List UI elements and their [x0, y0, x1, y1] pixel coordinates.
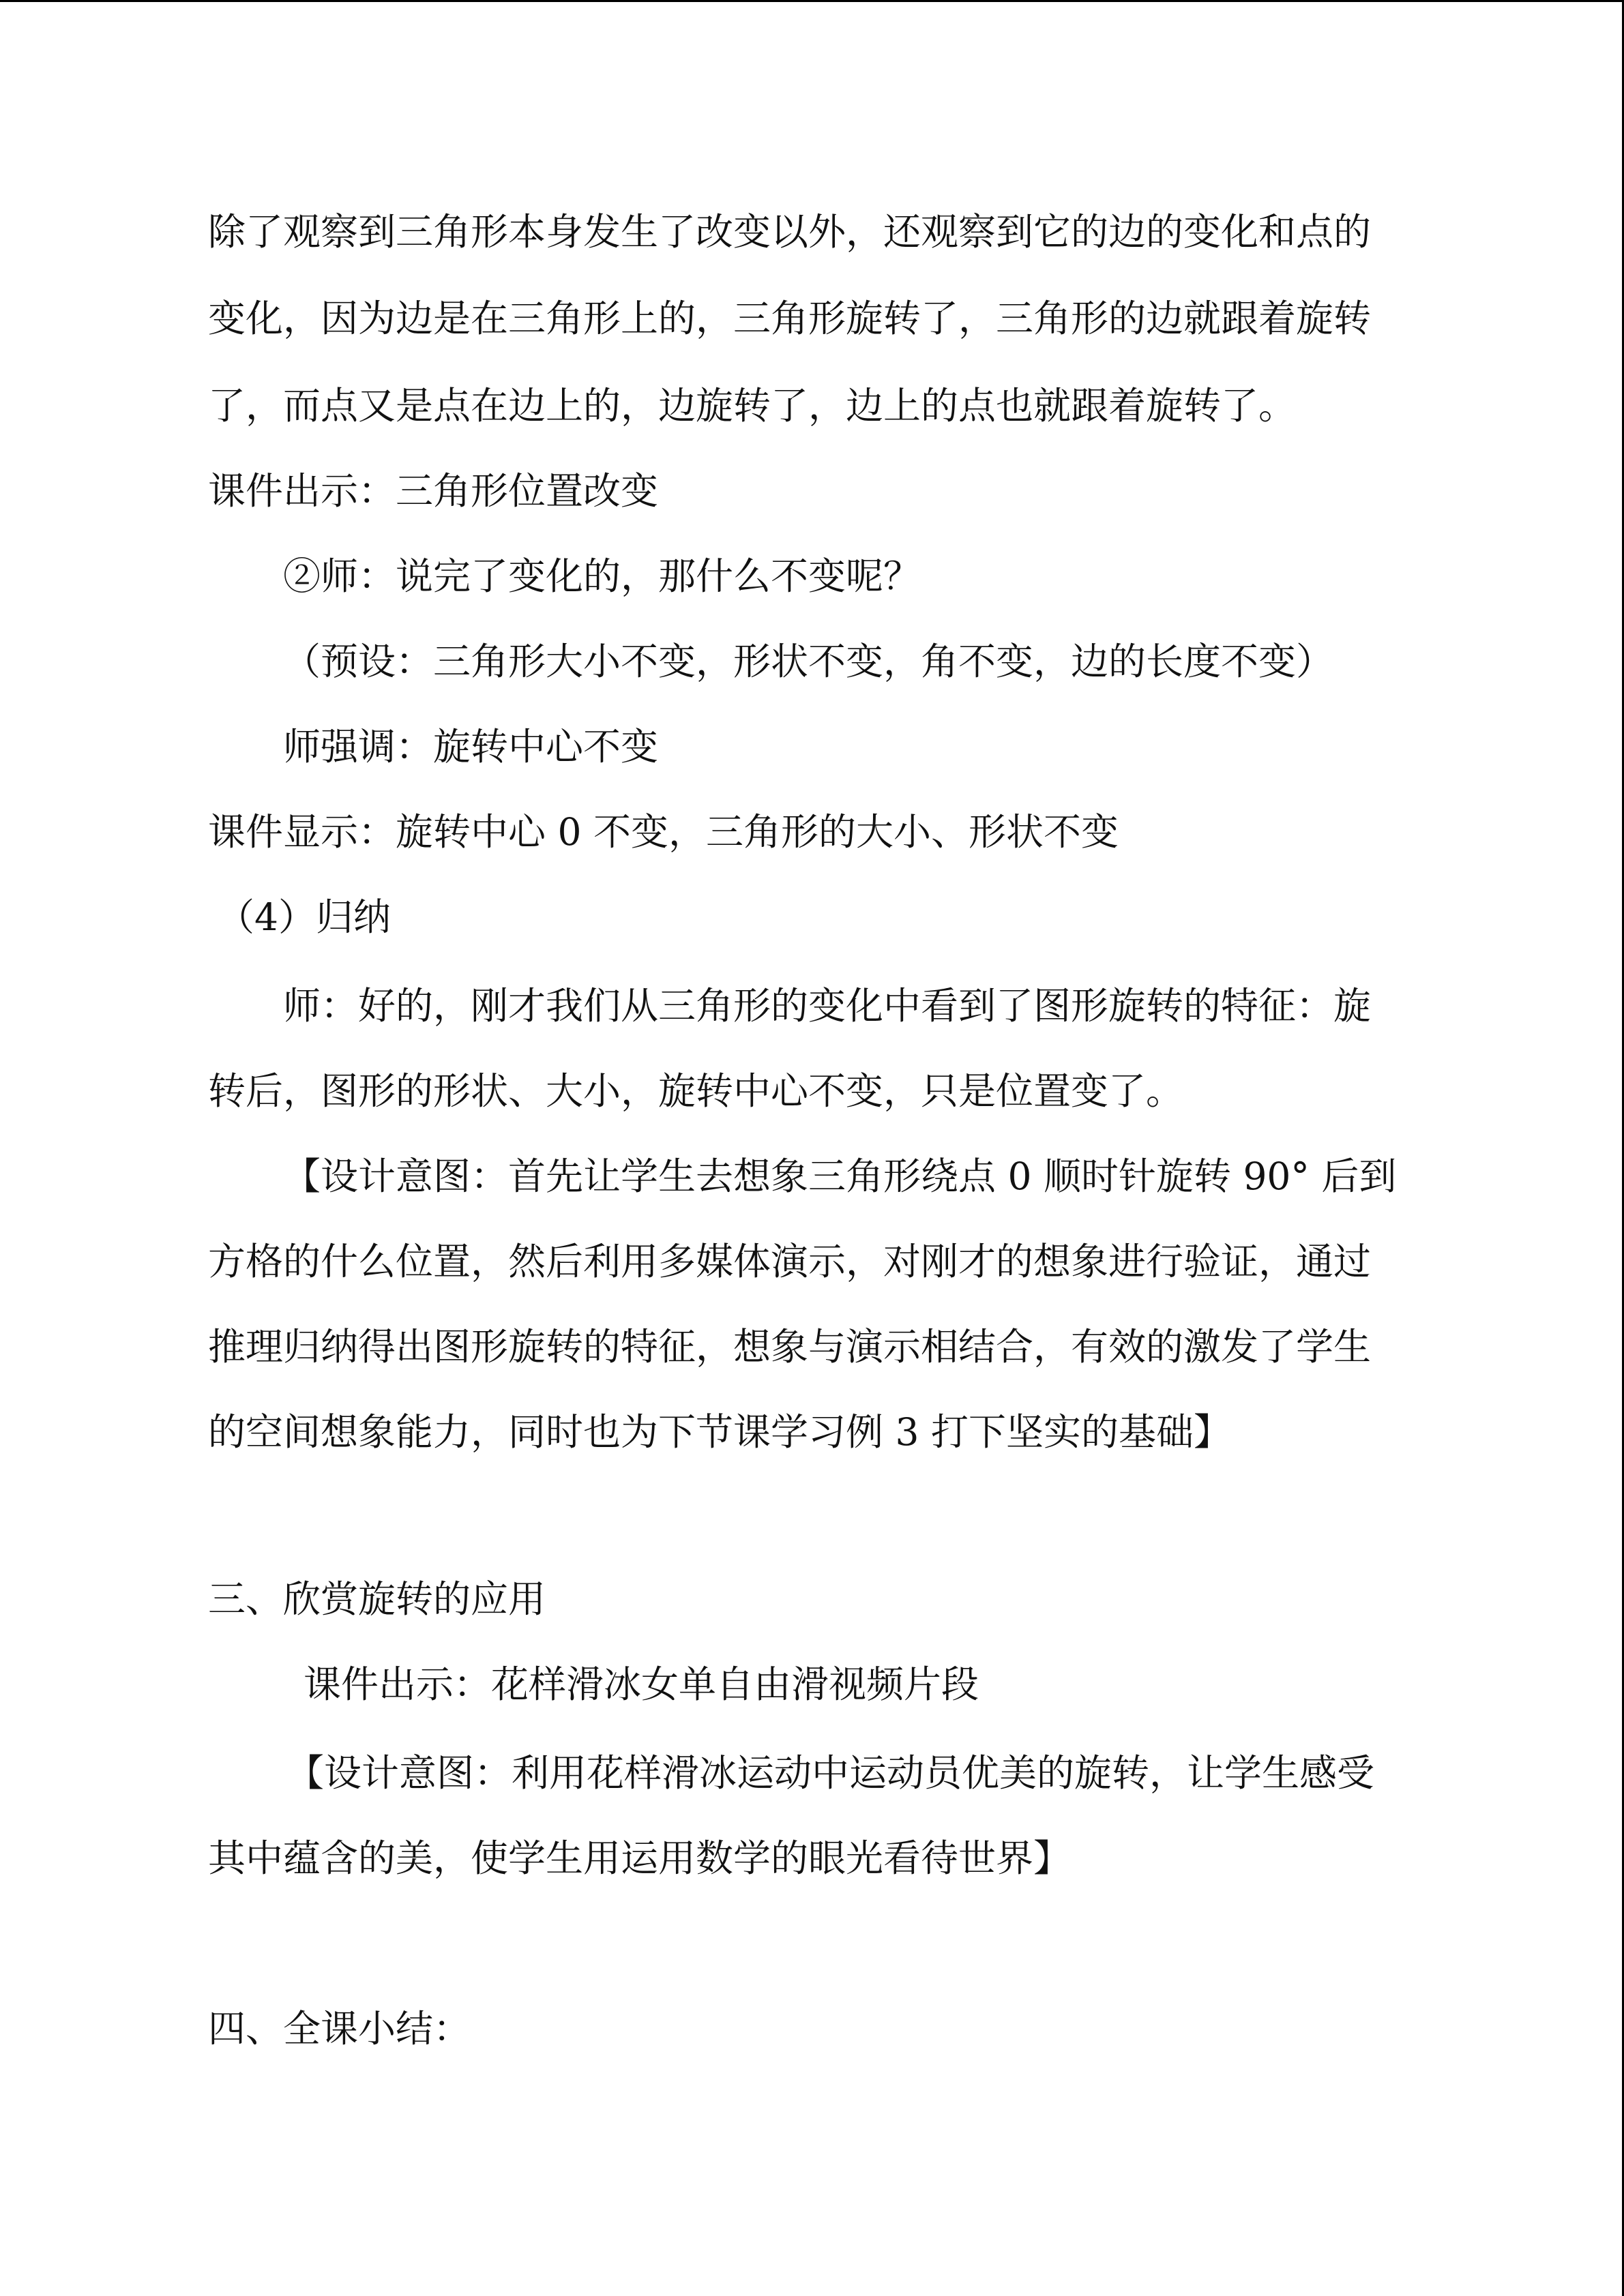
design-intent-line: 推理归纳得出图形旋转的特征，想象与演示相结合，有效的激发了学生 — [208, 1325, 1372, 1369]
section-heading: （4）归纳 — [217, 895, 391, 939]
design-intent-line: 【设计意图：利用花样滑冰运动中运动员优美的旋转，让学生感受 — [286, 1751, 1375, 1795]
paragraph-line: 变化，因为边是在三角形上的，三角形旋转了，三角形的边就跟着旋转 — [208, 297, 1372, 340]
paragraph-line: 课件出示：三角形位置改变 — [208, 469, 659, 513]
design-intent-line: 方格的什么位置，然后利用多媒体演示，对刚才的想象进行验证，通过 — [208, 1240, 1372, 1283]
section-heading: 四、全课小结： — [208, 2007, 471, 2051]
design-intent-line: 【设计意图：首先让学生去想象三角形绕点 0 顺时针旋转 90° 后到 — [283, 1154, 1397, 1198]
paragraph-line: 师：好的，刚才我们从三角形的变化中看到了图形旋转的特征：旋 — [283, 984, 1372, 1028]
paragraph-line: 师强调：旋转中心不变 — [283, 725, 659, 769]
section-heading: 三、欣赏旋转的应用 — [208, 1577, 546, 1621]
paragraph-line: 除了观察到三角形本身发生了改变以外，还观察到它的边的变化和点的 — [208, 210, 1372, 254]
design-intent-line: 其中蕴含的美，使学生用运用数学的眼光看待世界】 — [208, 1836, 1072, 1880]
paragraph-line: 转后，图形的形状、大小，旋转中心不变，只是位置变了。 — [208, 1069, 1184, 1113]
paragraph-line: 课件出示：花样滑冰女单自由滑视频片段 — [304, 1663, 979, 1706]
paragraph-line: 课件显示：旋转中心 0 不变，三角形的大小、形状不变 — [208, 810, 1119, 854]
paragraph-line: ②师：说完了变化的，那什么不变呢？ — [283, 554, 921, 598]
paragraph-line: （预设：三角形大小不变，形状不变，角不变，边的长度不变） — [283, 640, 1334, 683]
top-border — [0, 0, 1624, 2]
paragraph-line: 了，而点又是点在边上的，边旋转了，边上的点也就跟着旋转了。 — [208, 384, 1297, 428]
design-intent-line: 的空间想象能力，同时也为下节课学习例 3 打下坚实的基础】 — [208, 1410, 1231, 1454]
